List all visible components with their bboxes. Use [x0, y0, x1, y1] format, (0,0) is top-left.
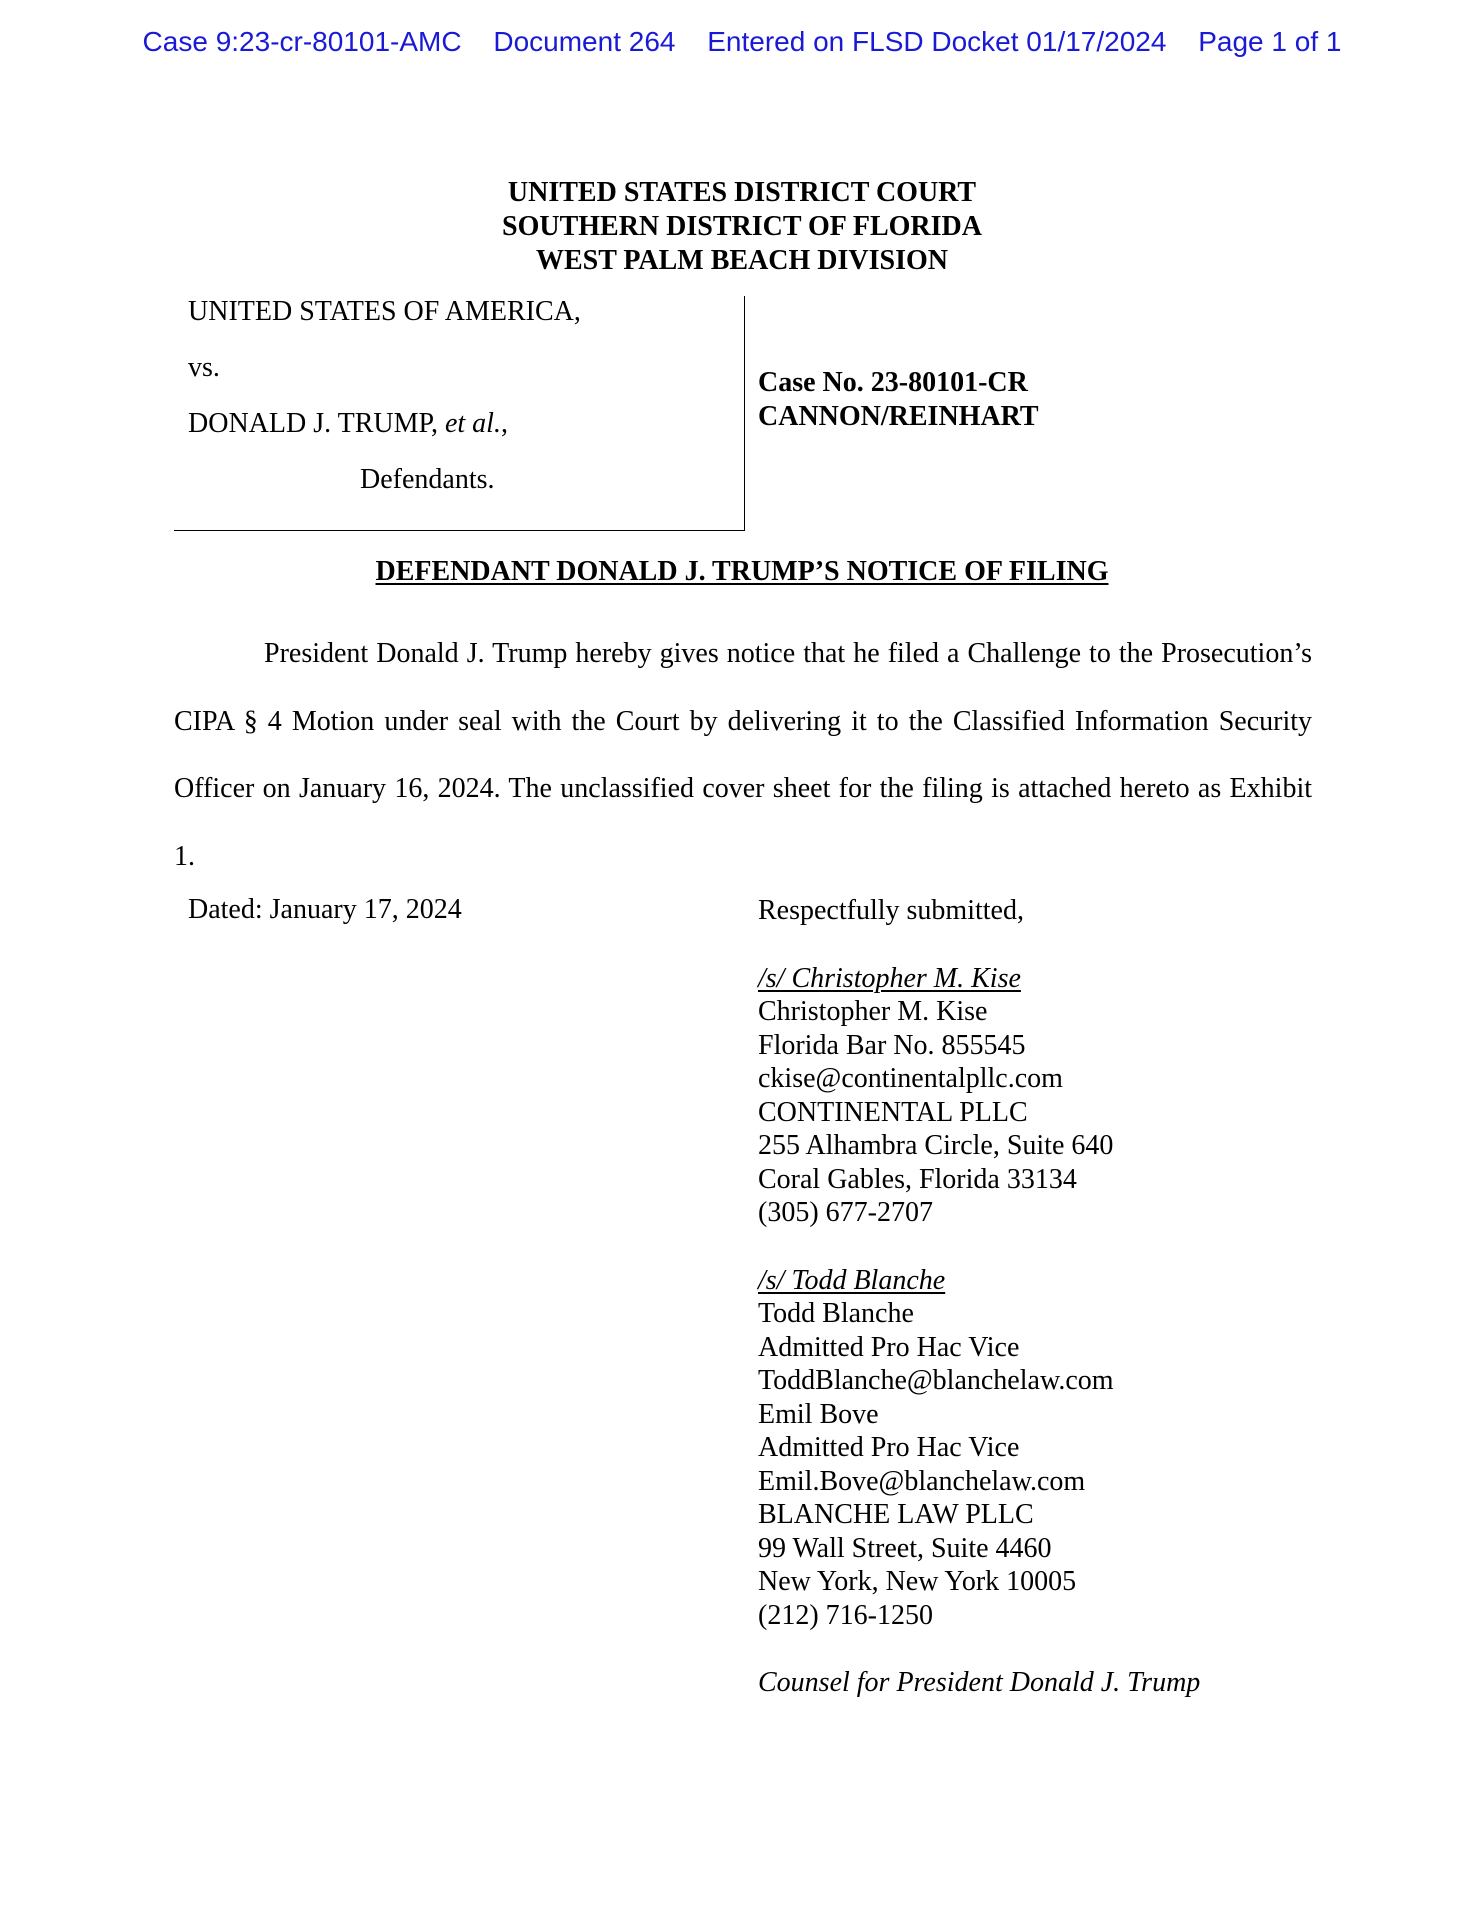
- caption-plaintiff: UNITED STATES OF AMERICA,: [188, 296, 581, 327]
- blanche-address-street: 99 Wall Street, Suite 4460: [758, 1532, 1052, 1564]
- case-judges: CANNON/REINHART: [758, 401, 1039, 432]
- blanche-email: ToddBlanche@blanchelaw.com: [758, 1365, 1114, 1396]
- case-number: Case No. 23-80101-CR: [758, 367, 1028, 398]
- blanche-name: Todd Blanche: [758, 1298, 914, 1329]
- kise-name: Christopher M. Kise: [758, 996, 988, 1027]
- bove-name: Emil Bove: [758, 1398, 879, 1430]
- blanche-phone: (212) 716-1250: [758, 1599, 933, 1631]
- caption-defendant-comma: ,: [500, 408, 508, 439]
- kise-email: ckise@continentalpllc.com: [758, 1063, 1063, 1094]
- court-name: UNITED STATES DISTRICT COURT: [507, 177, 977, 208]
- bove-email: Emil.Bove@blanchelaw.com: [758, 1465, 1086, 1497]
- case-caption-parties: [174, 296, 745, 531]
- docket-header: [0, 26, 1484, 58]
- kise-signature: /s/ Christopher M. Kise: [758, 962, 1021, 994]
- counsel-for-line: Counsel for President Donald J. Trump: [758, 1667, 1201, 1698]
- blanche-signature: /s/ Todd Blanche: [758, 1264, 946, 1296]
- caption-defendant: [188, 408, 508, 440]
- kise-phone: (305) 677-2707: [758, 1197, 933, 1228]
- court-division: WEST PALM BEACH DIVISION: [535, 245, 949, 276]
- notice-body: President Donald J. Trump hereby gives notice that he filed a Challenge to the Prosecution’s CIPA § 4 Motion under seal with the Court by delivering it to the Classified Information Security Officer on January 16, 2024. The unclassified cover sheet for the filing is attached hereto as Exhibit 1.: [174, 638, 1312, 872]
- blanche-admission: Admitted Pro Hac Vice: [758, 1331, 1020, 1363]
- header-entered-date: Entered on FLSD Docket 01/17/2024: [707, 26, 1167, 57]
- kise-firm: CONTINENTAL PLLC: [758, 1096, 1028, 1128]
- document-title-text: DEFENDANT DONALD J. TRUMP’S NOTICE OF FILING: [375, 556, 1109, 587]
- kise-address-city: Coral Gables, Florida 33134: [758, 1163, 1077, 1195]
- court-heading: [0, 176, 1484, 278]
- caption-et-al: et al.: [444, 408, 501, 439]
- bove-admission: Admitted Pro Hac Vice: [758, 1432, 1020, 1463]
- kise-address-street: 255 Alhambra Circle, Suite 640: [758, 1130, 1114, 1161]
- blanche-address-city: New York, New York 10005: [758, 1566, 1077, 1597]
- case-number-block: [758, 366, 1039, 434]
- header-document-number: Document 264: [493, 26, 676, 57]
- caption-vs: vs.: [188, 352, 220, 383]
- closing-line: Respectfully submitted,: [758, 895, 1024, 926]
- court-district: SOUTHERN DISTRICT OF FLORIDA: [502, 211, 982, 242]
- blanche-firm: BLANCHE LAW PLLC: [758, 1499, 1034, 1530]
- signature-block: [758, 894, 1200, 1700]
- document-title: [0, 556, 1484, 588]
- header-case-number: Case 9:23-cr-80101-AMC: [142, 26, 462, 57]
- caption-defendant-name: DONALD J. TRUMP,: [188, 408, 445, 439]
- dated-line: Dated: January 17, 2024: [188, 894, 462, 925]
- header-page-count: Page 1 of 1: [1198, 26, 1342, 57]
- kise-bar-number: Florida Bar No. 855545: [758, 1029, 1026, 1061]
- caption-defendants-label: Defendants.: [360, 464, 495, 495]
